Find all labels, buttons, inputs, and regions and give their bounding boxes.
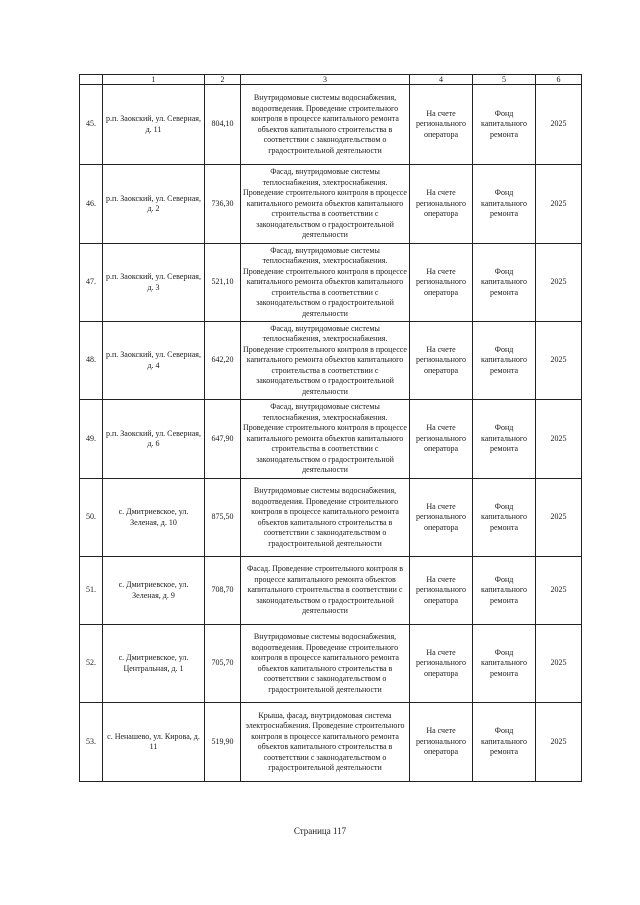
- funding-source-cell: На счете регионального оператора: [410, 479, 473, 557]
- work-types-cell: Внутридомовые системы водоснабжения, водоотведения. Проведение строительного контроля в процессе капитального ремонта объектов капитального строительства в соответствии с законодательством о градостроительной деятельности: [241, 479, 410, 557]
- year-cell: 2025: [536, 165, 582, 244]
- area-cell: 521,10: [205, 244, 241, 322]
- address-cell: р.п. Заокский, ул. Северная, д. 11: [103, 85, 205, 165]
- row-number-cell: 49.: [80, 400, 103, 479]
- header-cell-blank: [80, 75, 103, 85]
- header-cell: 3: [241, 75, 410, 85]
- row-number-cell: 50.: [80, 479, 103, 557]
- fund-cell: Фонд капитального ремонта: [473, 322, 536, 400]
- row-number-cell: 52.: [80, 625, 103, 703]
- funding-source-cell: На счете регионального оператора: [410, 244, 473, 322]
- funding-source-cell: На счете регионального оператора: [410, 400, 473, 479]
- fund-cell: Фонд капитального ремонта: [473, 479, 536, 557]
- address-cell: р.п. Заокский, ул. Северная, д. 4: [103, 322, 205, 400]
- funding-source-cell: На счете регионального оператора: [410, 557, 473, 625]
- row-number-cell: 46.: [80, 165, 103, 244]
- fund-cell: Фонд капитального ремонта: [473, 244, 536, 322]
- area-cell: 705,70: [205, 625, 241, 703]
- header-cell: 4: [410, 75, 473, 85]
- area-cell: 642,20: [205, 322, 241, 400]
- work-types-cell: Фасад. Проведение строительного контроля в процессе капитального ремонта объектов капитального строительства в соответствии с законодательством о градостроительной деятельности: [241, 557, 410, 625]
- header-cell: 6: [536, 75, 582, 85]
- funding-source-cell: На счете регионального оператора: [410, 703, 473, 782]
- year-cell: 2025: [536, 479, 582, 557]
- header-cell: 2: [205, 75, 241, 85]
- fund-cell: Фонд капитального ремонта: [473, 703, 536, 782]
- area-cell: 519,90: [205, 703, 241, 782]
- repair-plan-table: [79, 74, 582, 782]
- table-row: [80, 244, 582, 322]
- header-cell: 1: [103, 75, 205, 85]
- year-cell: 2025: [536, 625, 582, 703]
- fund-cell: Фонд капитального ремонта: [473, 557, 536, 625]
- address-cell: р.п. Заокский, ул. Северная, д. 6: [103, 400, 205, 479]
- row-number-cell: 48.: [80, 322, 103, 400]
- address-cell: р.п. Заокский, ул. Северная, д. 2: [103, 165, 205, 244]
- fund-cell: Фонд капитального ремонта: [473, 400, 536, 479]
- table-row: [80, 85, 582, 165]
- funding-source-cell: На счете регионального оператора: [410, 165, 473, 244]
- area-cell: 647,90: [205, 400, 241, 479]
- funding-source-cell: На счете регионального оператора: [410, 322, 473, 400]
- table-row: [80, 703, 582, 782]
- work-types-cell: Крыша, фасад, внутридомовая система электроснабжения. Проведение строительного контроля в процессе капитального ремонта объектов капитального строительства в соответствии с законодательством о градостроительной деятельности: [241, 703, 410, 782]
- address-cell: р.п. Заокский, ул. Северная, д. 3: [103, 244, 205, 322]
- funding-source-cell: На счете регионального оператора: [410, 625, 473, 703]
- table-row: [80, 625, 582, 703]
- work-types-cell: Внутридомовые системы водоснабжения, водоотведения. Проведение строительного контроля в процессе капитального ремонта объектов капитального строительства в соответствии с законодательством о градостроительной деятельности: [241, 625, 410, 703]
- funding-source-cell: На счете регионального оператора: [410, 85, 473, 165]
- address-cell: с. Дмитриевское, ул. Зеленая, д. 10: [103, 479, 205, 557]
- work-types-cell: Внутридомовые системы водоснабжения, водоотведения. Проведение строительного контроля в процессе капитального ремонта объектов капитального строительства в соответствии с законодательством о градостроительной деятельности: [241, 85, 410, 165]
- table-row: [80, 322, 582, 400]
- row-number-cell: 45.: [80, 85, 103, 165]
- work-types-cell: Фасад, внутридомовые системы теплоснабжения, электроснабжения. Проведение строительного контроля в процессе капитального ремонта объектов капитального строительства в соответствии с законодательством о градостроительной деятельности: [241, 400, 410, 479]
- fund-cell: Фонд капитального ремонта: [473, 85, 536, 165]
- table-body: [80, 75, 582, 782]
- table-row: [80, 557, 582, 625]
- column-number-header-row: [80, 75, 582, 85]
- work-types-cell: Фасад, внутридомовые системы теплоснабжения, электроснабжения. Проведение строительного контроля в процессе капитального ремонта объектов капитального строительства в соответствии с законодательством о градостроительной деятельности: [241, 322, 410, 400]
- address-cell: с. Дмитриевское, ул. Зеленая, д. 9: [103, 557, 205, 625]
- area-cell: 875,50: [205, 479, 241, 557]
- work-types-cell: Фасад, внутридомовые системы теплоснабжения, электроснабжения. Проведение строительного контроля в процессе капитального ремонта объектов капитального строительства в соответствии с законодательством о градостроительной деятельности: [241, 165, 410, 244]
- table-row: [80, 165, 582, 244]
- table-row: [80, 479, 582, 557]
- row-number-cell: 51.: [80, 557, 103, 625]
- table-row: [80, 400, 582, 479]
- year-cell: 2025: [536, 557, 582, 625]
- work-types-cell: Фасад, внутридомовые системы теплоснабжения, электроснабжения. Проведение строительного контроля в процессе капитального ремонта объектов капитального строительства в соответствии с законодательством о градостроительной деятельности: [241, 244, 410, 322]
- year-cell: 2025: [536, 703, 582, 782]
- row-number-cell: 47.: [80, 244, 103, 322]
- fund-cell: Фонд капитального ремонта: [473, 625, 536, 703]
- page-number: Страница 117: [293, 826, 347, 836]
- year-cell: 2025: [536, 244, 582, 322]
- header-cell: 5: [473, 75, 536, 85]
- fund-cell: Фонд капитального ремонта: [473, 165, 536, 244]
- year-cell: 2025: [536, 322, 582, 400]
- area-cell: 804,10: [205, 85, 241, 165]
- area-cell: 736,30: [205, 165, 241, 244]
- address-cell: с. Ненашево, ул. Кирова, д. 11: [103, 703, 205, 782]
- address-cell: с. Дмитриевское, ул. Центральная, д. 1: [103, 625, 205, 703]
- row-number-cell: 53.: [80, 703, 103, 782]
- year-cell: 2025: [536, 400, 582, 479]
- area-cell: 708,70: [205, 557, 241, 625]
- year-cell: 2025: [536, 85, 582, 165]
